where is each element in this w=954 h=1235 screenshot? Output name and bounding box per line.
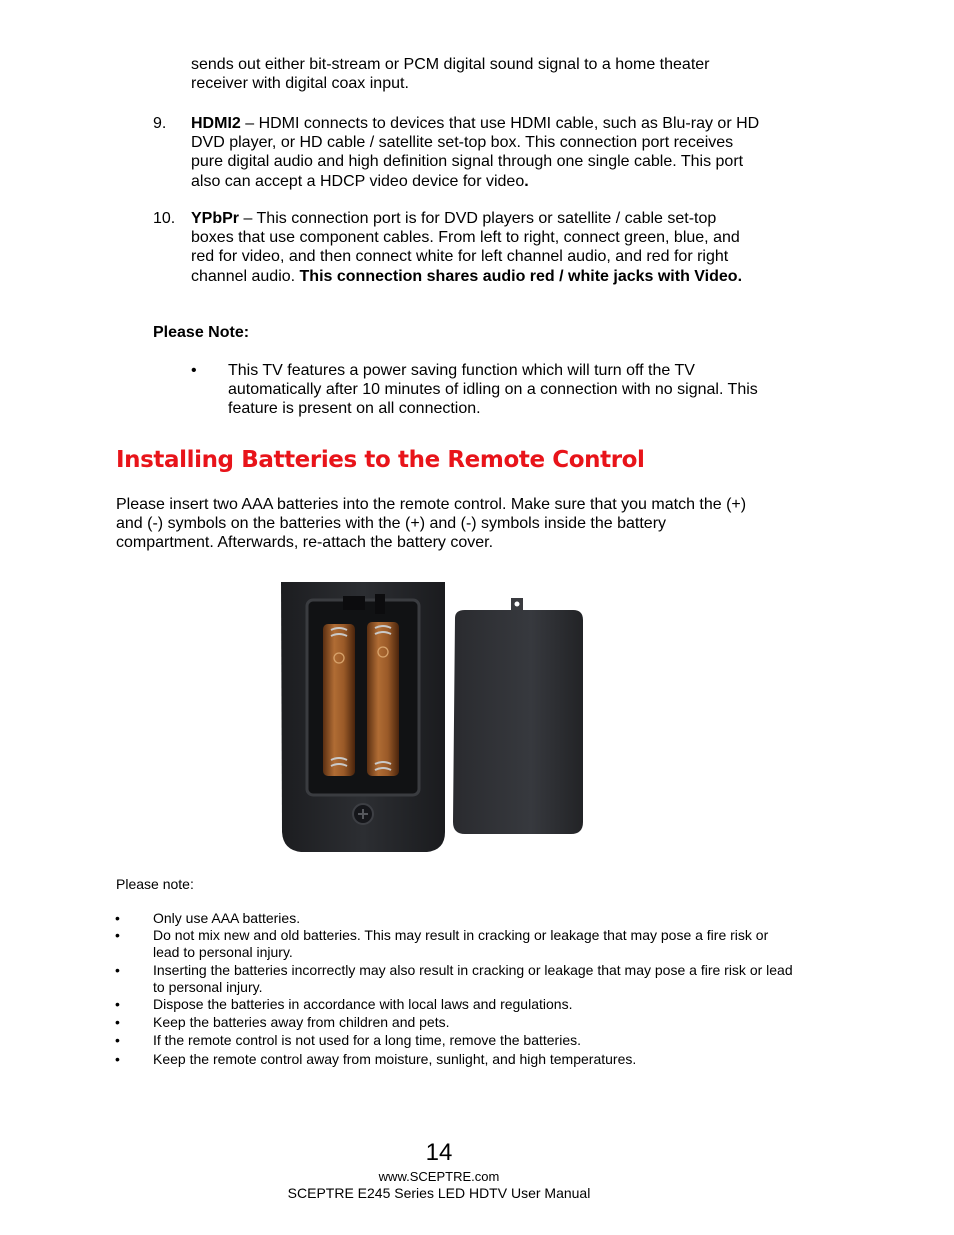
bullet-dot: • <box>115 1032 120 1048</box>
hdmi2-bold-end: . <box>524 172 529 190</box>
hdmi2-description: – HDMI connects to devices that use HDMI cable, such as Blu-ray or HD DVD player, or HD cable / satellite set-top box. This connection port receives pure digital audio and high definition signal through one single cable. This port also can accept a HDCP video device for video <box>191 115 760 190</box>
bullet-text: Do not mix new and old batteries. This may result in cracking or leakage that may pose a fire risk or lead to personal injury. <box>153 927 769 961</box>
bullet-text: Keep the remote control away from moisture, sunlight, and high temperatures. <box>153 1051 637 1067</box>
bullet-dot: • <box>191 362 197 379</box>
bullet-dot: • <box>115 927 120 943</box>
page-number: 14 <box>425 1139 453 1166</box>
please-note-small: Please note: <box>116 876 194 892</box>
bullet-dot: • <box>115 1014 120 1030</box>
list-item <box>115 910 793 927</box>
list-item <box>115 927 793 961</box>
bullet-dot: • <box>115 962 120 978</box>
list-item <box>115 996 793 1013</box>
continuation-paragraph: sends out either bit-stream or PCM digital sound signal to a home theater receiver with digital coax input. <box>191 56 710 93</box>
bullet-text: Dispose the batteries in accordance with local laws and regulations. <box>153 996 573 1012</box>
list-item-ypbpr <box>191 209 761 286</box>
bullet-text: Keep the batteries away from children and pets. <box>153 1014 450 1030</box>
list-item <box>115 1051 793 1068</box>
page-footer <box>280 1140 598 1202</box>
section-title: Installing Batteries to the Remote Control <box>116 447 645 473</box>
bullet-text: If the remote control is not used for a long time, remove the batteries. <box>153 1032 581 1048</box>
list-item <box>115 1032 793 1049</box>
remote-battery-photo <box>279 582 585 854</box>
bullet-dot: • <box>115 1051 120 1067</box>
please-note-heading <box>153 323 249 342</box>
footer-manual-title: SCEPTRE E245 Series LED HDTV User Manual <box>287 1185 591 1201</box>
bullet-dot: • <box>115 910 120 926</box>
term-ypbpr: YPbPr <box>191 210 240 227</box>
list-item <box>115 962 793 996</box>
list-item <box>115 1014 793 1031</box>
bullet-text: Inserting the batteries incorrectly may also result in cracking or leakage that may pose a fire risk or lead to personal injury. <box>153 962 793 996</box>
list-item-hdmi2 <box>191 114 766 191</box>
list-number-9: 9. <box>153 115 167 132</box>
ypbpr-description: – This connection port is for DVD players or satellite / cable set-top boxes that use component cables. From left to right, connect green, blue, and red for video, and then connect white for left channel audio, and red for right channel audio. <box>191 210 740 285</box>
note-bullet-text: This TV features a power saving function which will turn off the TV automatically after 10 minutes of idling on a connection with no signal. This feature is present on all connection. <box>228 362 758 418</box>
list-number-10: 10. <box>153 210 176 227</box>
please-note-heading-text: Please Note: <box>153 324 250 341</box>
term-hdmi2: HDMI2 <box>191 115 241 132</box>
footer-website: www.SCEPTRE.com <box>378 1169 500 1184</box>
ypbpr-bold-end: This connection shares audio red / white jacks with Video. <box>299 267 743 285</box>
bullet-text: Only use AAA batteries. <box>153 910 301 926</box>
battery-warnings-list <box>115 910 793 1080</box>
bullet-dot: • <box>115 996 120 1012</box>
section-paragraph: Please insert two AAA batteries into the remote control. Make sure that you match the (+) and (-) symbols on the batteries with the (+) and (-) symbols inside the battery compartment. Afterwards, re-attach the battery cover. <box>116 496 747 552</box>
remote-battery-illustration <box>279 582 585 854</box>
